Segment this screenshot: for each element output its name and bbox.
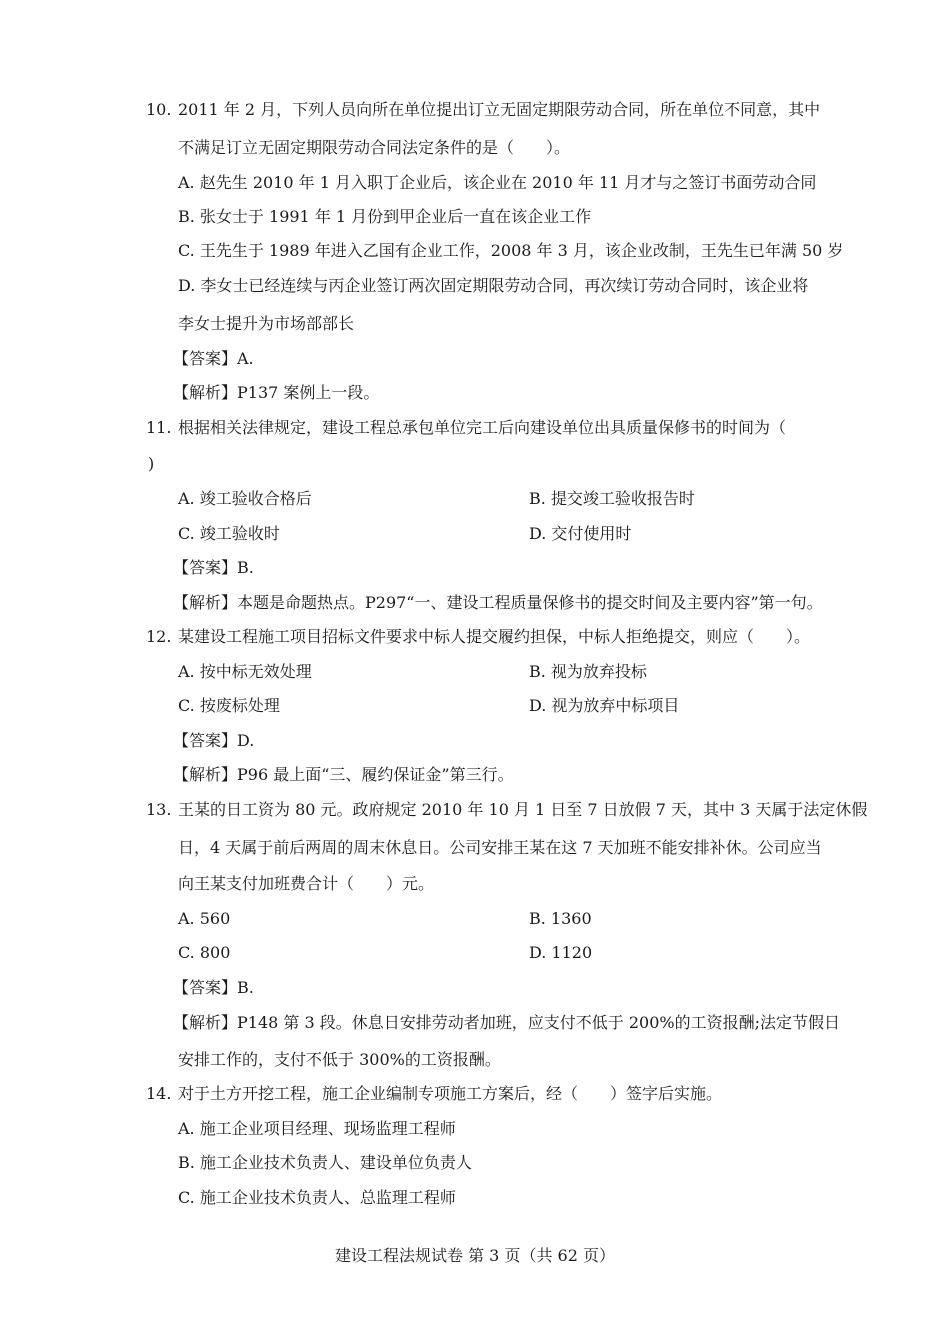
question-10-option-b: B. 张女士于 1991 年 1 月份到甲企业后一直在该企业工作: [178, 207, 592, 226]
question-13-number: 13.: [146, 800, 172, 819]
question-13-stem: 王某的日工资为 80 元。政府规定 2010 年 10 月 1 日至 7 日放假 7 天，其中 3 天属于法定休假: [178, 800, 868, 819]
question-11-option-c: C. 竣工验收时: [178, 524, 280, 543]
question-11-option-b: B. 提交竣工验收报告时: [529, 489, 695, 508]
question-11-analysis: 【解析】本题是命题热点。P297“一、建设工程质量保修书的提交时间及主要内容”第一句。: [173, 593, 823, 612]
question-10-answer: 【答案】A.: [173, 349, 254, 368]
question-11-stem: ): [148, 454, 155, 473]
question-11-option-a: A. 竣工验收合格后: [178, 489, 312, 508]
question-13-stem: 向王某支付加班费合计（ ）元。: [178, 874, 435, 893]
question-10-option-a: A. 赵先生 2010 年 1 月入职丁企业后，该企业在 2010 年 11 月才与之签订书面劳动合同: [178, 173, 817, 192]
question-12-stem: 某建设工程施工项目招标文件要求中标人提交履约担保，中标人拒绝提交，则应（ ）。: [178, 627, 811, 646]
question-14-option-b: B. 施工企业技术负责人、建设单位负责人: [178, 1153, 472, 1172]
question-13-answer: 【答案】B.: [173, 978, 254, 997]
question-10-analysis: 【解析】P137 案例上一段。: [173, 383, 380, 402]
question-12-option-c: C. 按废标处理: [178, 696, 280, 715]
question-14-number: 14.: [146, 1084, 172, 1103]
question-14-stem: 对于土方开挖工程，施工企业编制专项施工方案后，经（ ）签字后实施。: [178, 1084, 723, 1103]
page-footer: 建设工程法规试卷 第 3 页（共 62 页）: [335, 1246, 615, 1265]
question-13-option-a: A. 560: [178, 909, 231, 928]
question-10-stem: 2011 年 2 月，下列人员向所在单位提出订立无固定期限劳动合同，所在单位不同意，其中: [178, 100, 821, 119]
question-13-analysis: 安排工作的，支付不低于 300%的工资报酬。: [178, 1050, 501, 1069]
question-13-analysis: 【解析】P148 第 3 段。休息日安排劳动者加班，应支付不低于 200%的工资报酬;法定节假日: [173, 1013, 840, 1032]
question-13-option-b: B. 1360: [529, 909, 592, 928]
question-12-option-b: B. 视为放弃投标: [529, 662, 647, 681]
question-10-option-d: 李女士提升为市场部部长: [178, 314, 355, 333]
question-11-stem: 根据相关法律规定，建设工程总承包单位完工后向建设单位出具质量保修书的时间为（: [178, 418, 787, 437]
question-12-answer: 【答案】D.: [173, 731, 255, 750]
question-14-option-a: A. 施工企业项目经理、现场监理工程师: [178, 1119, 456, 1138]
question-10-option-c: C. 王先生于 1989 年进入乙国有企业工作，2008 年 3 月，该企业改制，王先生已年满 50 岁: [178, 241, 844, 260]
question-11-option-d: D. 交付使用时: [529, 524, 632, 543]
question-11-number: 11.: [146, 418, 172, 437]
question-10-option-d: D. 李女士已经连续与丙企业签订两次固定期限劳动合同，再次续订劳动合同时，该企业将: [178, 276, 809, 295]
question-10-stem: 不满足订立无固定期限劳动合同法定条件的是（ ）。: [178, 138, 571, 157]
question-10-number: 10.: [146, 100, 172, 119]
question-12-option-d: D. 视为放弃中标项目: [529, 696, 680, 715]
question-12-option-a: A. 按中标无效处理: [178, 662, 312, 681]
question-14-option-c: C. 施工企业技术负责人、总监理工程师: [178, 1188, 456, 1207]
question-13-option-d: D. 1120: [529, 943, 593, 962]
question-12-number: 12.: [146, 627, 172, 646]
question-12-analysis: 【解析】P96 最上面“三、履约保证金”第三行。: [173, 765, 514, 784]
question-11-answer: 【答案】B.: [173, 558, 254, 577]
question-13-option-c: C. 800: [178, 943, 231, 962]
question-13-stem: 日，4 天属于前后两周的周末休息日。公司安排王某在这 7 天加班不能安排补休。公司应当: [178, 838, 822, 857]
